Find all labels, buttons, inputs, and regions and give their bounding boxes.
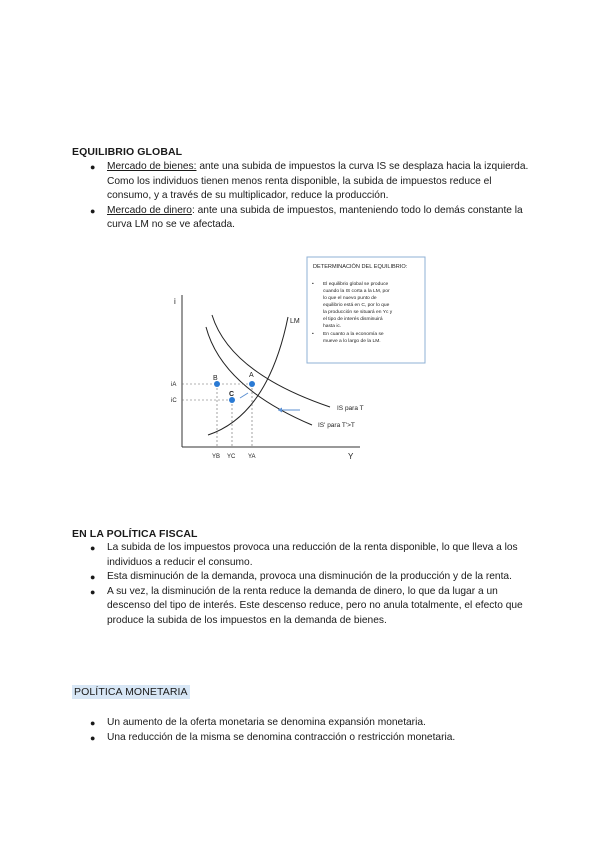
item-text: Una reducción de la misma se denomina contracción o restricción monetaria.: [107, 731, 456, 743]
item-text: A su vez, la disminución de la renta reduce la demanda de dinero, lo que da lugar a un descenso del tipo de interés. Este descenso reduce, pero no anula totalmente, el efecto que produce la subida de los impuestos en la demanda de bienes.: [107, 585, 523, 626]
item-text: La subida de los impuestos provoca una reducción de la renta disponible, lo que lleva a los individuos a reducir el consumo.: [107, 542, 518, 568]
info-line: hasta ic.: [323, 324, 342, 329]
list-item: [72, 731, 532, 746]
list-item: [72, 541, 532, 570]
info-box-title: DETERMINACIÓN DEL EQUILIBRIO:: [313, 264, 408, 270]
point-c-label: C: [229, 391, 235, 398]
bullet-icon: ●: [90, 586, 96, 597]
item-text: : ante una subida de impuestos, manteniendo todo lo demás constante la curva LM no se ve afectada.: [107, 204, 523, 231]
bullet-icon: ●: [90, 543, 96, 553]
bullet-icon: ●: [90, 162, 96, 172]
info-bullet-icon: •: [312, 282, 314, 287]
tick-ya: YA: [248, 454, 256, 460]
highlighted-title: POLÍTICA MONETARIA: [74, 686, 188, 698]
info-line: cuando la IS corta a la LM, por: [323, 289, 390, 294]
list-item: [72, 585, 532, 629]
section-politica-monetaria: [72, 716, 532, 745]
tick-ic: iC: [171, 398, 177, 404]
is-prime-label: IS' para T'>T: [318, 422, 355, 429]
info-line: la producción se situará en Yc y: [323, 310, 393, 315]
bullet-icon: ●: [90, 205, 96, 216]
section-title-politica-monetaria: [72, 686, 190, 698]
info-line: lo que el nuevo punto de: [323, 296, 377, 301]
is-label: IS para T: [337, 405, 364, 412]
bullet-icon: ●: [90, 572, 96, 583]
info-line: el tipo de interés disminuirá: [323, 317, 383, 322]
info-line: El equilibrio global se produce: [323, 282, 389, 287]
list-item: [72, 716, 532, 731]
section-title-equilibrio-global: EQUILIBRIO GLOBAL: [72, 146, 183, 158]
info-line: mueve a lo largo de la LM.: [323, 339, 381, 344]
list-item: [72, 204, 532, 233]
term-mercado-dinero: Mercado de dinero: [107, 204, 192, 216]
section-equilibrio-global: [72, 160, 532, 233]
shift-arrow: [240, 393, 248, 398]
info-line: equilibrio está en C, por lo que: [323, 303, 390, 308]
tick-yc: YC: [227, 454, 236, 460]
list-item: [72, 160, 532, 204]
section-politica-fiscal: [72, 541, 532, 629]
item-text: Esta disminución de la demanda, provoca una disminución de la producción y de la renta.: [107, 571, 512, 583]
point-a-marker: [249, 381, 255, 387]
is-lm-diagram: [160, 255, 430, 465]
item-text: Un aumento de la oferta monetaria se denomina expansión monetaria.: [107, 717, 426, 728]
info-bullet-icon: •: [312, 332, 314, 337]
item-text: ante una subida de impuestos la curva IS se desplaza hacia la izquierda. Como los individuos tienen menos renta disponible, la subida de impuestos reduce el consumo, y a través de su multiplicador, reduce la producción.: [107, 161, 529, 202]
info-line: En cuanto a la economía se: [323, 332, 384, 337]
section-title-politica-fiscal: EN LA POLÍTICA FISCAL: [72, 528, 198, 540]
tick-ia: iA: [171, 382, 177, 388]
x-axis-label: Y: [348, 452, 354, 461]
bullet-icon: ●: [90, 732, 96, 743]
point-b-label: B: [213, 375, 218, 382]
list-item: [72, 570, 532, 585]
lm-label: LM: [290, 318, 300, 325]
bullet-icon: ●: [90, 718, 96, 728]
point-a-label: A: [249, 372, 254, 379]
term-mercado-bienes: Mercado de bienes:: [107, 161, 197, 172]
lm-curve: [208, 317, 288, 435]
y-axis-label: i: [174, 297, 176, 306]
tick-yb: YB: [212, 454, 221, 460]
